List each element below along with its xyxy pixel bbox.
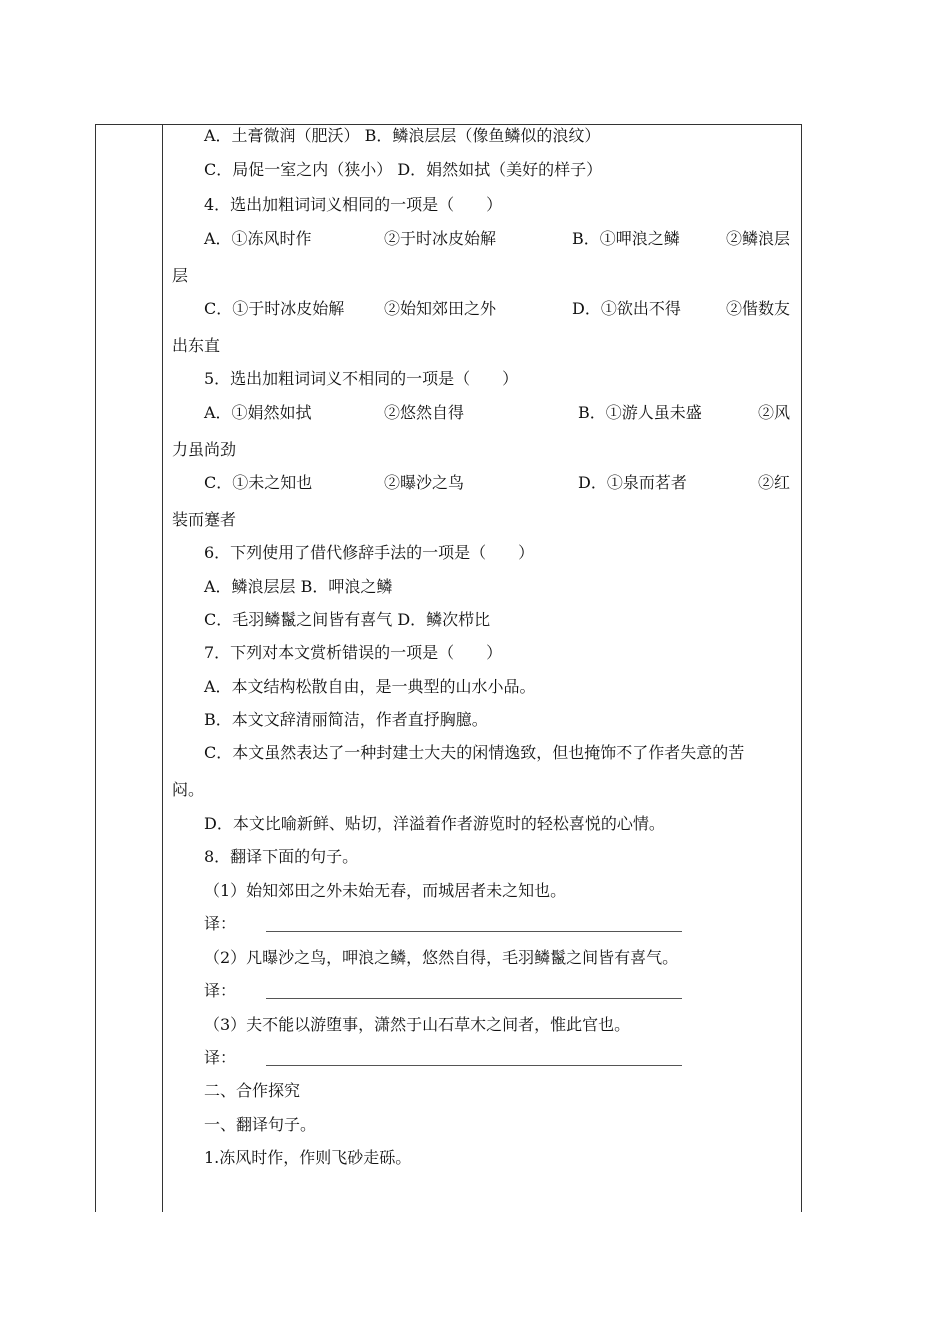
q5-option-d-cont: 装而蹇者 <box>172 510 237 529</box>
q3-option-line-1: A．土膏微润（肥沃） B．鳞浪层层（像鱼鳞似的浪纹） <box>204 126 601 145</box>
q4-options-ab <box>172 227 794 251</box>
subsection-translate: 一、翻译句子。 <box>204 1115 317 1134</box>
q8-answer-line-2 <box>204 979 724 1003</box>
q5-options-cd <box>172 471 794 495</box>
q8-answer-line-3 <box>204 1046 724 1070</box>
q7-option-d: D．本文比喻新鲜、贴切，洋溢着作者游览时的轻松喜悦的心情。 <box>204 814 665 833</box>
translate-label: 译： <box>204 914 237 933</box>
q7-option-c: C．本文虽然表达了一种封建士大夫的闲情逸致，但也掩饰不了作者失意的苦 <box>204 743 745 762</box>
q5-option-b1: B．①游人虽未盛 <box>578 403 702 422</box>
q5-option-a2: ②悠然自得 <box>384 403 465 422</box>
question-5: 5．选出加粗词词义不相同的一项是（ ） <box>204 369 519 388</box>
q5-option-b2: ②风 <box>758 403 791 422</box>
q4-option-d2: ②偕数友 <box>726 299 791 318</box>
q4-option-d-cont: 出东直 <box>172 336 221 355</box>
q5-option-c2: ②曝沙之鸟 <box>384 473 465 492</box>
section-cooperative-inquiry: 二、合作探究 <box>204 1081 301 1100</box>
q4-option-a2: ②于时冰皮始解 <box>384 229 497 248</box>
q4-option-b-cont: 层 <box>172 266 189 285</box>
answer-blank[interactable] <box>266 998 682 999</box>
q4-option-d1: D．①欲出不得 <box>572 299 681 318</box>
q8-sentence-2: （2）凡曝沙之鸟，呷浪之鳞，悠然自得，毛羽鳞鬣之间皆有喜气。 <box>204 948 679 967</box>
answer-blank[interactable] <box>266 931 682 932</box>
q4-option-c1: C．①于时冰皮始解 <box>204 299 345 318</box>
q7-option-a: A．本文结构松散自由，是一典型的山水小品。 <box>204 677 536 696</box>
q4-option-b1: B．①呷浪之鳞 <box>572 229 680 248</box>
question-7: 7．下列对本文赏析错误的一项是（ ） <box>204 643 503 662</box>
q6-options-ab: A．鳞浪层层 B．呷浪之鳞 <box>204 577 393 596</box>
q4-options-cd <box>172 297 794 321</box>
question-4: 4．选出加粗词词义相同的一项是（ ） <box>204 195 503 214</box>
table-right-border <box>801 124 802 1212</box>
translate-label: 译： <box>204 1048 237 1067</box>
q5-option-b-cont: 力虽尚劲 <box>172 440 237 459</box>
table-column-divider <box>162 124 163 1212</box>
q4-option-b2: ②鳞浪层 <box>726 229 791 248</box>
question-8: 8．翻译下面的句子。 <box>204 847 359 866</box>
q7-option-c-cont: 闷。 <box>172 780 205 799</box>
answer-blank[interactable] <box>266 1065 682 1066</box>
q6-options-cd: C．毛羽鳞鬣之间皆有喜气 D．鳞次栉比 <box>204 610 491 629</box>
q5-option-d1: D．①泉而茗者 <box>578 473 687 492</box>
q8-sentence-3: （3）夫不能以游堕事，潇然于山石草木之间者，惟此官也。 <box>204 1015 631 1034</box>
q4-option-a1: A．①冻风时作 <box>204 229 312 248</box>
q8-sentence-1: （1）始知郊田之外未始无春，而城居者未之知也。 <box>204 881 567 900</box>
question-6: 6．下列使用了借代修辞手法的一项是（ ） <box>204 543 535 562</box>
q5-option-c1: C．①未之知也 <box>204 473 313 492</box>
q5-option-a1: A．①娟然如拭 <box>204 403 312 422</box>
q5-options-ab <box>172 401 794 425</box>
q4-option-c2: ②始知郊田之外 <box>384 299 497 318</box>
q3-option-line-2: C．局促一室之内（狭小） D．娟然如拭（美好的样子） <box>204 160 603 179</box>
translate-item-1: 1.冻风时作，作则飞砂走砾。 <box>204 1148 412 1167</box>
q7-option-b: B．本文文辞清丽简洁，作者直抒胸臆。 <box>204 710 488 729</box>
table-left-border <box>95 124 96 1212</box>
q8-answer-line-1 <box>204 912 724 936</box>
translate-label: 译： <box>204 981 237 1000</box>
q5-option-d2: ②红 <box>758 473 791 492</box>
